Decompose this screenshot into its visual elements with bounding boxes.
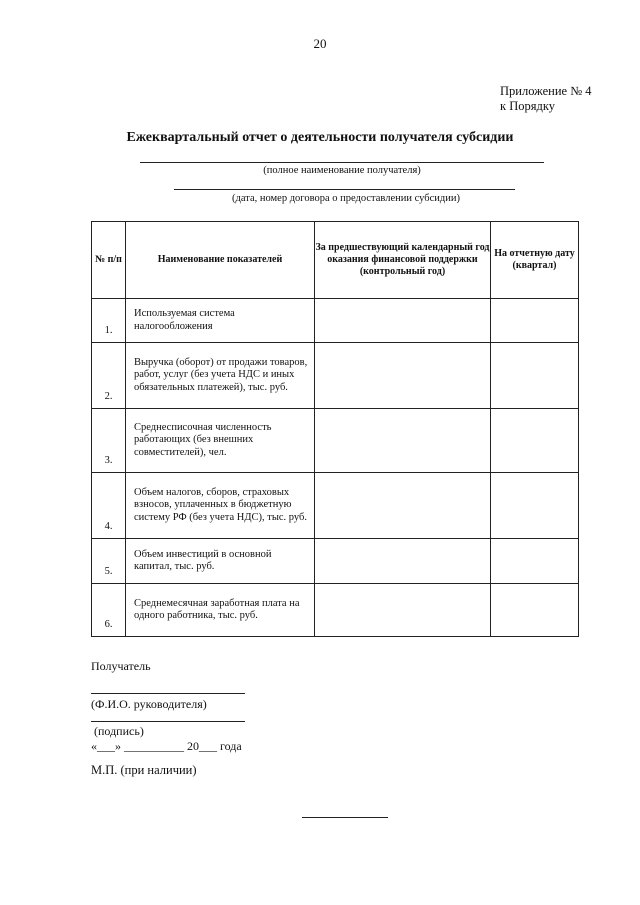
table-header-row xyxy=(92,222,579,299)
contract-caption: (дата, номер договора о предоставлении субсидии) xyxy=(232,193,460,204)
row-indicator: Объем инвестиций в основной капитал, тыс. руб. xyxy=(126,539,315,584)
row-number: 3. xyxy=(92,409,126,473)
signature-caption: (подпись) xyxy=(94,724,144,738)
row-indicator: Среднесписочная численность работающих (без внешних совместителей), чел. xyxy=(126,409,315,473)
header-reporting: На отчетную дату (квартал) xyxy=(491,222,579,299)
recipient-name-caption: (полное наименование получателя) xyxy=(263,165,421,176)
document-title: Ежеквартальный отчет о деятельности получателя субсидии xyxy=(126,130,514,145)
table-row xyxy=(92,584,579,637)
table-row xyxy=(92,299,579,343)
row-prev-value xyxy=(315,539,491,584)
table-row xyxy=(92,539,579,584)
row-current-value xyxy=(491,584,579,637)
row-prev-value xyxy=(315,473,491,539)
row-indicator: Объем налогов, сборов, страховых взносов, уплаченных в бюджетную систему РФ (без учета НДС), тыс. руб. xyxy=(126,473,315,539)
row-number: 6. xyxy=(92,584,126,637)
row-prev-value xyxy=(315,584,491,637)
header-prev-year: За предшествующий календарный год оказания финансовой поддержки (контрольный год) xyxy=(315,222,491,299)
row-number: 2. xyxy=(92,343,126,409)
row-current-value xyxy=(491,299,579,343)
row-number: 1. xyxy=(92,299,126,343)
row-number: 4. xyxy=(92,473,126,539)
table-row xyxy=(92,473,579,539)
row-current-value xyxy=(491,473,579,539)
header-num: № п/п xyxy=(92,222,126,299)
row-number: 5. xyxy=(92,539,126,584)
date-line: «___» __________ 20___ года xyxy=(91,739,242,753)
appendix-line-2: к Порядку xyxy=(500,99,555,113)
row-prev-value xyxy=(315,299,491,343)
row-current-value xyxy=(491,539,579,584)
row-current-value xyxy=(491,343,579,409)
signature-line xyxy=(91,721,245,722)
appendix-note xyxy=(500,84,592,114)
row-prev-value xyxy=(315,343,491,409)
recipient-name-line xyxy=(140,162,544,163)
header-name: Наименование показателей xyxy=(126,222,315,299)
appendix-line-1: Приложение № 4 xyxy=(500,84,592,98)
row-indicator: Используемая система налогообложения xyxy=(126,299,315,343)
recipient-label: Получатель xyxy=(91,659,151,673)
row-indicator: Выручка (оборот) от продажи товаров, работ, услуг (без учета НДС и иных обязательных платежей), тыс. руб. xyxy=(126,343,315,409)
row-prev-value xyxy=(315,409,491,473)
table-row xyxy=(92,409,579,473)
stamp-label: М.П. (при наличии) xyxy=(91,763,197,777)
page-number: 20 xyxy=(313,36,327,51)
row-current-value xyxy=(491,409,579,473)
director-line xyxy=(91,693,245,694)
table-row xyxy=(92,343,579,409)
contract-line xyxy=(174,189,515,190)
report-table xyxy=(91,221,579,637)
footer-divider xyxy=(302,817,388,818)
director-caption: (Ф.И.О. руководителя) xyxy=(91,697,207,711)
row-indicator: Среднемесячная заработная плата на одного работника, тыс. руб. xyxy=(126,584,315,637)
